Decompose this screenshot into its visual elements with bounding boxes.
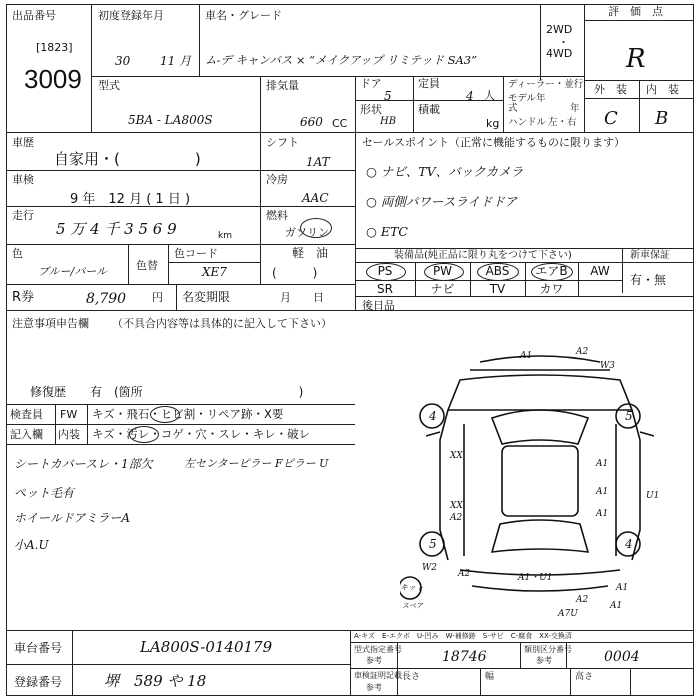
circle-ps	[366, 263, 406, 281]
post-label: 後日品	[362, 299, 395, 312]
shift-label: シフト	[266, 136, 299, 149]
color-label: 色	[12, 247, 23, 260]
selling-point-3: ○ ETC	[366, 224, 408, 239]
recycle-unit: 円	[152, 291, 163, 304]
inspector-note-right: 左センターピラー Fピラー U	[184, 457, 329, 470]
mileage-label: 走行	[12, 209, 34, 222]
repair-history: 修復歴 有 (箇所 )	[30, 385, 304, 399]
equip-navi: ナビ	[430, 282, 455, 296]
ac-label: 冷房	[266, 173, 288, 186]
shift-value: 1AT	[306, 155, 330, 169]
circle-yogore	[129, 426, 159, 443]
dmg-front-w3: W3	[600, 361, 615, 371]
first-reg-label: 初度登録年月	[98, 9, 164, 22]
new-car-label: 新車保証	[630, 250, 670, 261]
fuel-label: 燃料	[266, 209, 288, 222]
exterior-label: 外 装	[594, 83, 627, 96]
dmg-left-xx2: XX	[450, 501, 463, 511]
new-car-value: 有・無	[630, 273, 667, 287]
dmg-rear-a1: A1	[616, 583, 629, 593]
equip-airbag: エアB	[535, 264, 568, 278]
dmg-rear-w2: W2	[422, 563, 437, 573]
int-label: 内装	[58, 428, 80, 441]
dealer-label: ディーラー・並行	[508, 79, 584, 90]
circle-abs	[477, 263, 519, 281]
selling-label: セールスポイント（正常に機能するものに限ります）	[362, 136, 626, 149]
inspector-note-3: ホイールドアミラーA	[14, 511, 131, 525]
shape-label: 形状	[360, 103, 382, 116]
dmg-left-a2: A2	[450, 513, 463, 523]
class-value: 0004	[604, 649, 640, 665]
class-sub: 参考	[536, 656, 552, 665]
equip-abs: ABS	[485, 264, 510, 278]
displacement-label: 排気量	[266, 79, 299, 92]
int-text: キズ・汚レ・コゲ・穴・スレ・キレ・破レ	[92, 427, 311, 441]
name-value: ム-デ キャンバス × “メイクアップ リミテッド SA3”	[205, 53, 477, 67]
equip-aw: AW	[590, 264, 610, 278]
cert-label: 車検証明記載	[354, 671, 402, 680]
capacity-unit: 人	[484, 89, 495, 102]
inspection-value: 9 年 12 月 ( 1 日 )	[70, 192, 191, 207]
capacity-label: 定員	[418, 77, 440, 90]
dmg-rear-a7u: A7U	[558, 609, 578, 619]
mileage-value: 5 万 4 千 3 5 6 9	[56, 220, 177, 238]
reg-value: 堺 589 や 18	[104, 672, 207, 690]
fw-text: キズ・飛石・ヒビ割・リペア跡・X要	[92, 407, 284, 421]
equip-pw: PW	[432, 264, 453, 278]
reg-label: 登録番号	[14, 675, 63, 689]
car-damage-diagram	[400, 340, 680, 625]
inspector-note-4: 小A.U	[14, 538, 49, 552]
exterior-value: C	[604, 108, 618, 129]
recycle-value: 8,790	[86, 291, 127, 307]
first-reg-month: 11 月	[160, 54, 192, 68]
door-value: 5	[384, 89, 392, 103]
color-code-label: 色コード	[174, 247, 218, 260]
chassis-label: 車台番号	[14, 641, 63, 655]
first-reg-year: 30	[115, 54, 131, 68]
load-label: 積載	[418, 103, 440, 116]
shape-value: HB	[380, 116, 397, 127]
equip-tv: TV	[489, 282, 506, 296]
dmg-rear-a2b: A2	[576, 595, 589, 605]
interior-label: 内 装	[646, 83, 679, 96]
cert-sub: 参考	[366, 683, 382, 692]
capacity-value: 4	[466, 89, 474, 103]
dmg-right-a1a: A1	[596, 459, 609, 469]
circle-tobiishi	[150, 406, 180, 423]
notes-sub: （不具合内容等は具体的に記入して下さい）	[112, 317, 332, 330]
dmg-rear-a1u1: A1・U1	[518, 573, 553, 583]
color-value: ブルー/パール	[38, 265, 108, 278]
spare-label: キット	[400, 583, 424, 592]
dmg-left-xx1: XX	[450, 451, 463, 461]
color-change-label: 色替	[136, 259, 158, 272]
equip-sr: SR	[377, 282, 393, 296]
equip-ps: PS	[377, 264, 393, 278]
drive-dot: ・	[558, 36, 569, 49]
score-value: R	[626, 44, 646, 74]
notes-label: 注意事項申告欄	[12, 317, 89, 330]
lot-number: 3009	[24, 64, 82, 94]
dmg-tire-rl: 5	[429, 537, 437, 551]
model-year-label: モデル年式	[508, 93, 546, 114]
lot-sub: [1823]	[36, 41, 73, 54]
door-label: ドア	[360, 77, 382, 90]
fw-label: FW	[60, 408, 78, 421]
load-unit: kg	[486, 117, 500, 130]
chassis-value: LA800S-0140179	[140, 638, 273, 656]
dmg-rear-a1b: A1	[610, 601, 623, 611]
name-label: 車名・グレード	[205, 9, 282, 22]
dmg-right-a1c: A1	[596, 487, 609, 497]
dmg-tire-fr: 5	[625, 409, 633, 423]
type-sub: 参考	[366, 656, 382, 665]
recycle-label: R券	[12, 290, 35, 305]
dmg-front-a2: A2	[576, 347, 589, 357]
fuel-circle	[300, 218, 332, 238]
fuel-alt: 軽 油	[292, 246, 329, 260]
history-value: 自家用・( )	[54, 150, 201, 168]
displacement-value: 660	[300, 115, 323, 129]
history-label: 車歴	[12, 136, 34, 149]
circle-airbag	[531, 263, 573, 281]
dmg-tire-fl: 4	[429, 409, 437, 423]
ac-value: AAC	[302, 191, 329, 205]
selling-point-2: ○ 両側パワースライドドア	[366, 194, 518, 209]
inspector-note-1: シートカバースレ・1部欠	[14, 457, 153, 471]
dmg-rear-a2: A2	[458, 569, 471, 579]
inspector-label-2: 記入欄	[10, 428, 43, 441]
class-label: 類別区分番号	[524, 645, 572, 654]
height-label: 高さ	[575, 672, 594, 682]
fuel-paren: ( )	[272, 266, 318, 280]
handle-label: ハンドル	[508, 117, 547, 128]
name-change-unit: 月 日	[280, 291, 324, 304]
score-label: 評 価 点	[608, 5, 663, 18]
interior-value: B	[655, 108, 669, 129]
handle-value: 左・右	[548, 117, 577, 128]
name-change-label: 名変期限	[182, 290, 231, 304]
dmg-front-a1: A1	[520, 351, 533, 361]
fuel-value: ガソリン	[285, 226, 329, 239]
model-year-unit: 年	[570, 103, 580, 114]
spare-sub: スペア	[402, 602, 423, 610]
damage-legend: A-キズ E-エクボ U-凹み W-補修跡 S-サビ C-腐食 XX-交換済	[354, 632, 572, 640]
width-label: 幅	[485, 672, 495, 682]
circle-pw	[424, 263, 464, 281]
len-label: 長さ	[402, 672, 421, 682]
type-label: 型式指定番号	[354, 645, 402, 654]
inspector-label-1: 検査員	[10, 408, 43, 421]
model-label: 型式	[98, 79, 120, 92]
dmg-right-a1b: A1	[596, 509, 609, 519]
lot-label: 出品番号	[12, 9, 56, 22]
type-value: 18746	[442, 649, 487, 665]
inspector-note-2: ペット毛有	[14, 486, 75, 500]
dmg-right-u1: U1	[646, 491, 660, 501]
mileage-unit: km	[218, 231, 232, 241]
inspection-label: 車検	[12, 173, 34, 186]
selling-point-1: ○ ナビ、TV、バックカメラ	[366, 164, 524, 179]
equipment-label: 装備品(純正品に限り丸をつけて下さい)	[394, 250, 572, 261]
drive-4wd: 4WD	[546, 47, 573, 60]
drive-2wd: 2WD	[546, 23, 573, 36]
dmg-tire-rr: 4	[625, 537, 633, 551]
displacement-unit: CC	[332, 117, 348, 130]
model-value: 5BA - LA800S	[128, 113, 213, 127]
color-code-value: XE7	[202, 265, 227, 279]
equip-leather: カワ	[539, 282, 564, 296]
